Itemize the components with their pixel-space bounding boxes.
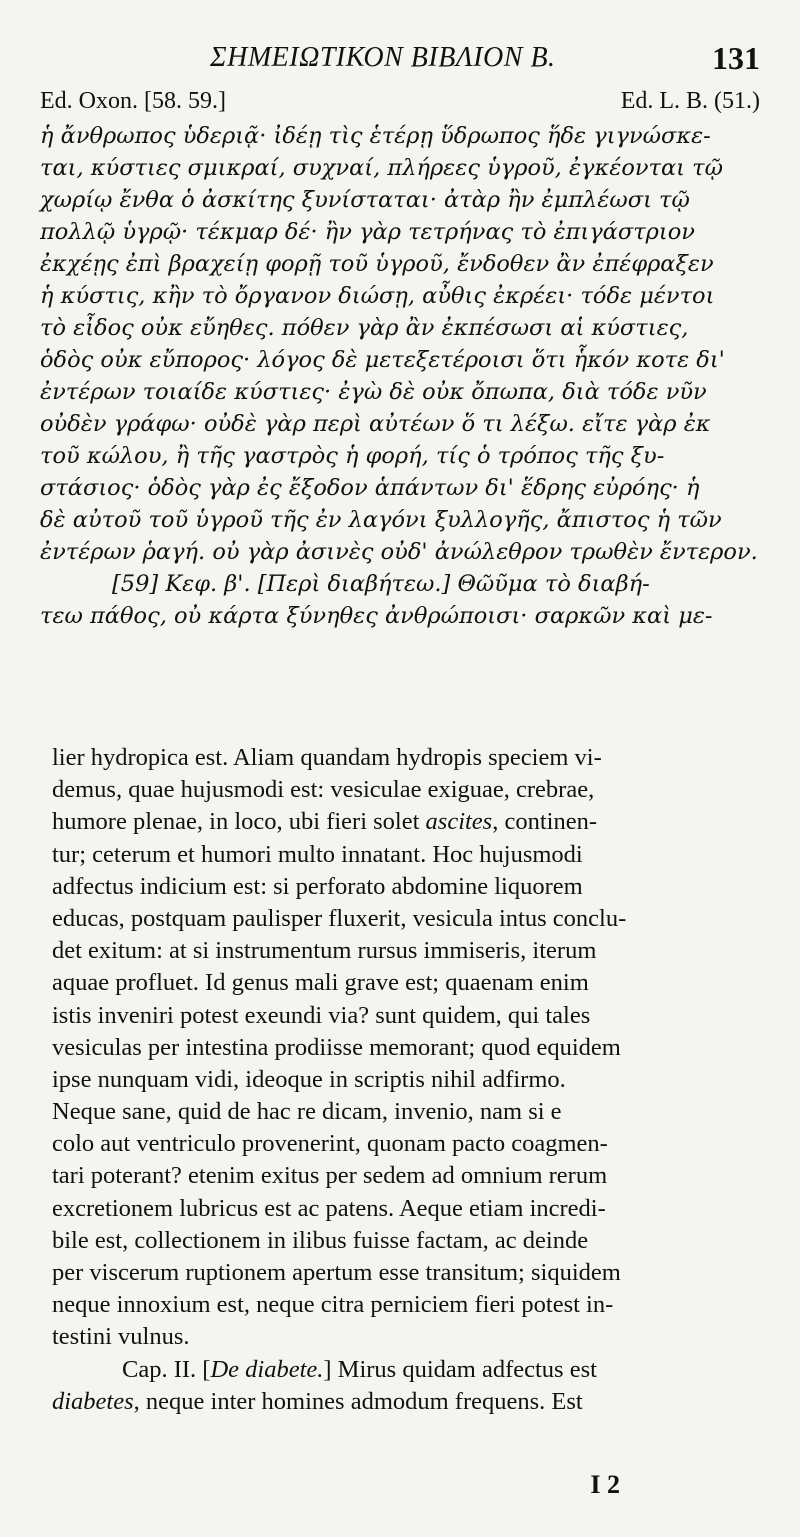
greek-text-line: ἐντέρων ῥαγή. οὐ γὰρ ἀσινὲς οὐδ' ἀνώλεθρον τρωθὲν ἔντερον.	[40, 539, 758, 565]
greek-text-line: ἡ κύστις, κἢν τὸ ὄργανον διώσῃ, αὖθις ἐκρέει· τόδε μέντοι	[40, 283, 715, 309]
page-number: 131	[712, 40, 760, 76]
greek-text-line: πολλῷ ὑγρῷ· τέκμαρ δέ· ἢν γὰρ τετρήνας τὸ ἐπιγάστριον	[40, 219, 695, 245]
signature-mark: I 2	[590, 1470, 620, 1499]
greek-text-line: ἡ ἄνθρωπος ὑδεριᾷ· ἰδέῃ τὶς ἑτέρῃ ὕδρωπος ἥδε γιγνώσκε-	[40, 123, 711, 149]
latin-text-line: adfectus indicium est: si perforato abdomine liquorem	[52, 872, 583, 900]
italic-term: ascites	[425, 808, 493, 836]
latin-text-line: excretionem lubricus est ac patens. Aeque etiam incredi-	[52, 1194, 606, 1222]
italic-term: De diabete.	[210, 1355, 324, 1383]
latin-text-line: neque innoxium est, neque citra perniciem fieri potest in-	[52, 1291, 614, 1319]
latin-text-line: vesiculas per intestina prodiisse memorant; quod equidem	[52, 1033, 621, 1061]
edition-reference-oxford: Ed. Oxon. [58. 59.]	[40, 88, 226, 114]
latin-text-line: Neque sane, quid de hac re dicam, invenio, nam si e	[52, 1098, 562, 1126]
greek-text-block	[40, 120, 758, 632]
greek-text-line: τὸ εἶδος οὐκ εὔηθες. πόθεν γὰρ ἂν ἐκπέσωσι αἱ κύστιες,	[40, 315, 689, 341]
greek-text-line: χωρίῳ ἔνθα ὁ ἀσκίτης ξυνίσταται· ἀτὰρ ἢν ἐμπλέωσι τῷ	[40, 187, 690, 213]
latin-text-line: tur; ceterum et humori multo innatant. Hoc hujusmodi	[52, 840, 583, 868]
greek-text-line: δὲ αὐτοῦ τοῦ ὑγροῦ τῆς ἐν λαγόνι ξυλλογῆς, ἄπιστος ἡ τῶν	[40, 507, 722, 533]
latin-text-line: istis inveniri potest exeundi via? sunt quidem, qui tales	[52, 1001, 591, 1029]
running-title: ΣΗΜΕΙΩΤΙΚΟΝ ΒΙΒΛΙΟΝ Β.	[210, 42, 556, 73]
latin-text-line: per viscerum ruptionem apertum esse transitum; siquidem	[52, 1259, 621, 1286]
latin-text-line: educas, postquam paulisper fluxerit, vesicula intus conclu-	[52, 904, 627, 932]
greek-text-line: ὁδὸς οὐκ εὔπορος· λόγος δὲ μετεξετέροισι ὅτι ἧκόν κοτε δι'	[40, 347, 725, 373]
latin-text-line: bile est, collectionem in ilibus fuisse factam, ac deinde	[52, 1226, 589, 1254]
greek-text-line: ἐντέρων τοιαίδε κύστιες· ἐγὼ δὲ οὐκ ὄπωπα, διὰ τόδε νῦν	[40, 379, 707, 405]
greek-text-line: τοῦ κώλου, ἢ τῆς γαστρὸς ἡ φορή, τίς ὁ τρόπος τῆς ξυ-	[40, 443, 665, 469]
italic-term: diabetes	[52, 1387, 134, 1415]
latin-translation-block	[52, 742, 762, 1418]
latin-text-line: tari poterant? etenim exitus per sedem ad omnium rerum	[52, 1162, 608, 1190]
latin-text-line: ipse nunquam vidi, ideoque in scriptis nihil adfirmo.	[52, 1065, 566, 1093]
page-header	[40, 40, 760, 80]
latin-text-line: lier hydropica est. Aliam quandam hydropis speciem vi-	[52, 744, 602, 771]
greek-text-line: [59] Κεφ. β'. [Περὶ διαβήτεω.] Θῶῦμα τὸ διαβή-	[112, 571, 650, 597]
greek-text-line: ται, κύστιες σμικραί, συχναί, πλήρεες ὑγροῦ, ἐγκέονται τῷ	[40, 155, 723, 181]
latin-text-line: humore plenae, in loco, ubi fieri solet ascites, continen-	[52, 808, 597, 836]
latin-text-line: diabetes, neque inter homines admodum frequens. Est	[52, 1387, 583, 1415]
latin-text-line: det exitum: at si instrumentum rursus immiseris, iterum	[52, 937, 597, 965]
greek-text-line: ἐκχέῃς ἐπὶ βραχείῃ φορῇ τοῦ ὑγροῦ, ἔνδοθεν ἂν ἐπέφραξεν	[40, 251, 714, 277]
edition-reference-leiden: Ed. L. B. (51.)	[620, 88, 760, 114]
greek-text-line: στάσιος· ὁδὸς γὰρ ἐς ἔξοδον ἁπάντων δι' ἕδρης εὐρόης· ἡ	[40, 475, 700, 501]
latin-text-line: Cap. II. [De diabete.] Mirus quidam adfectus est	[122, 1355, 597, 1383]
greek-text-line: τεω πάθος, οὐ κάρτα ξύνηθες ἀνθρώποισι· σαρκῶν καὶ με-	[40, 603, 713, 629]
edition-reference-line	[40, 88, 760, 118]
latin-text-line: aquae profluet. Id genus mali grave est; quaenam enim	[52, 969, 589, 997]
latin-text-line: testini vulnus.	[52, 1323, 190, 1351]
greek-text-line: οὐδὲν γράφω· οὐδὲ γὰρ περὶ αὐτέων ὅ τι λέξω. εἴτε γὰρ ἐκ	[40, 411, 711, 437]
latin-text-line: colo aut ventriculo provenerint, quonam pacto coagmen-	[52, 1130, 608, 1158]
latin-text-line: demus, quae hujusmodi est: vesiculae exiguae, crebrae,	[52, 776, 595, 804]
